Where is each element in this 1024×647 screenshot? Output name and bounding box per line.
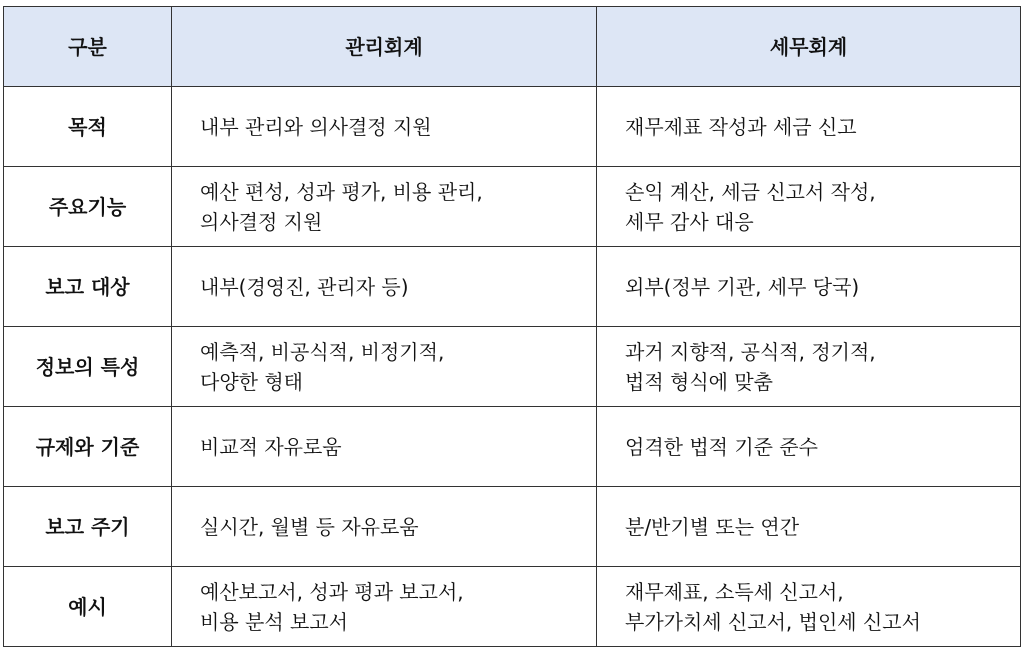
header-tax-accounting: 세무회계 xyxy=(597,7,1021,87)
table-row xyxy=(4,407,1021,487)
table-row xyxy=(4,567,1021,647)
cell-text: 예산보고서, 성과 평과 보고서, xyxy=(200,579,464,604)
table-row xyxy=(4,327,1021,407)
tax-cell xyxy=(597,567,1021,647)
management-cell xyxy=(172,487,597,567)
row-label: 보고 주기 xyxy=(4,487,172,567)
cell-text: 다양한 형태 xyxy=(200,369,303,394)
management-cell xyxy=(172,567,597,647)
header-management-accounting: 관리회계 xyxy=(172,7,597,87)
cell-text: 재무제표, 소득세 신고서, xyxy=(625,579,844,604)
cell-text: 부가가치세 신고서, 법인세 신고서 xyxy=(625,609,921,634)
row-label: 보고 대상 xyxy=(4,247,172,327)
cell-text: 외부(정부 기관, 세무 당국) xyxy=(625,274,860,299)
cell-text: 내부(경영진, 관리자 등) xyxy=(200,274,409,299)
tax-cell xyxy=(597,327,1021,407)
cell-text: 엄격한 법적 기준 준수 xyxy=(625,434,818,459)
cell-text: 비용 분석 보고서 xyxy=(200,609,348,634)
table-row xyxy=(4,247,1021,327)
header-category: 구분 xyxy=(4,7,172,87)
tax-cell xyxy=(597,167,1021,247)
table-row xyxy=(4,487,1021,567)
tax-cell xyxy=(597,247,1021,327)
management-cell xyxy=(172,407,597,487)
table-header-row xyxy=(4,7,1021,87)
cell-text: 분/반기별 또는 연간 xyxy=(625,514,800,539)
cell-text: 재무제표 작성과 세금 신고 xyxy=(625,114,857,139)
management-cell xyxy=(172,247,597,327)
row-label: 예시 xyxy=(4,567,172,647)
management-cell xyxy=(172,87,597,167)
tax-cell xyxy=(597,87,1021,167)
cell-text: 예산 편성, 성과 평가, 비용 관리, xyxy=(200,179,483,204)
tax-cell xyxy=(597,487,1021,567)
management-cell xyxy=(172,327,597,407)
management-cell xyxy=(172,167,597,247)
table-row xyxy=(4,167,1021,247)
cell-text: 손익 계산, 세금 신고서 작성, xyxy=(625,179,876,204)
row-label: 규제와 기준 xyxy=(4,407,172,487)
cell-text: 의사결정 지원 xyxy=(200,209,323,234)
comparison-table-container xyxy=(3,6,1020,635)
cell-text: 실시간, 월별 등 자유로움 xyxy=(200,514,419,539)
row-label: 주요기능 xyxy=(4,167,172,247)
cell-text: 과거 지향적, 공식적, 정기적, xyxy=(625,339,876,364)
cell-text: 비교적 자유로움 xyxy=(200,434,342,459)
cell-text: 세무 감사 대응 xyxy=(625,209,754,234)
comparison-table xyxy=(3,6,1021,647)
cell-text: 법적 형식에 맞춤 xyxy=(625,369,773,394)
tax-cell xyxy=(597,407,1021,487)
cell-text: 내부 관리와 의사결정 지원 xyxy=(200,114,432,139)
cell-text: 예측적, 비공식적, 비정기적, xyxy=(200,339,445,364)
table-row xyxy=(4,87,1021,167)
row-label: 목적 xyxy=(4,87,172,167)
row-label: 정보의 특성 xyxy=(4,327,172,407)
